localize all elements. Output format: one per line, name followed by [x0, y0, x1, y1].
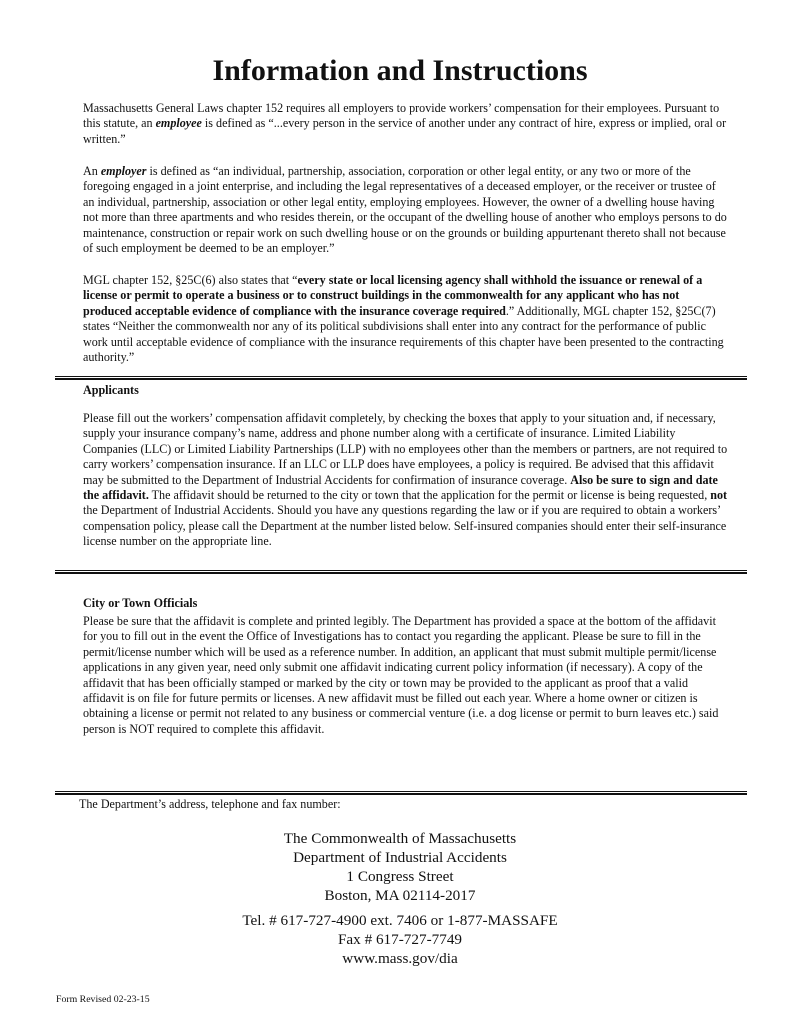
text: .” Additionally, MGL chapter 152, §25C(7) states “Neither the commonwealth nor any of its political subdivisions shall enter into any contract for the performance of public work until acceptable evidence of compliance with the insurance requirements of this chapter have been presented to the contracting authority.”	[83, 303, 724, 365]
section-divider	[55, 570, 747, 574]
text: The affidavit should be returned to the city or town that the application for the permit or license is being requested,	[148, 488, 711, 503]
text: An	[83, 164, 101, 178]
page-title: Information and Instructions	[212, 54, 588, 87]
section-divider	[55, 376, 747, 380]
fax-number: Fax # 617-727-7749	[337, 931, 463, 948]
city-officials-heading: City or Town Officials	[83, 596, 198, 610]
mgl-statute-paragraph	[83, 273, 728, 365]
emphasis-employee: employee	[155, 116, 202, 131]
applicants-paragraph	[83, 411, 728, 550]
emphasis-employer: employer	[100, 164, 147, 178]
city-state-zip: Boston, MA 02114-2017	[324, 887, 476, 904]
city-officials-paragraph: Please be sure that the affidavit is complete and printed legibly. The Department has provided a space at the bottom of the affidavit for you to fill out in the event the Office of Investigations has to contact you regarding the applicant. Please be sure to fill in the permit/license number which will be used as a reference number. In addition, an applicant that must submit multiple permit/license applications in any given year, need only submit one affidavit indicating current policy information (if necessary). A copy of the affidavit that has been officially stamped or marked by the city or town may be provided to the applicant as proof that a valid affidavit is on file for future permits or licenses. A new affidavit must be filled out each year. Where a home owner or citizen is obtaining a license or permit not related to any business or commercial venture (i.e. a dog license or permit to burn leaves etc.) said person is NOT required to complete this affidavit.	[83, 614, 719, 736]
street-address: 1 Congress Street	[346, 868, 454, 885]
applicants-heading: Applicants	[83, 383, 139, 397]
text: is defined as “...every person in the service of another under any contract of hire, express or implied, oral or written.”	[83, 116, 727, 146]
text: Massachusetts General Laws chapter 152 requires all employers to provide workers’ compensation for their employees. Pursuant to this statute, an	[83, 101, 720, 131]
bold-sign-date-text: Also be sure to sign and date the affidavit.	[83, 472, 718, 503]
bold-not-text: not	[710, 488, 728, 503]
department-address-block	[0, 829, 800, 968]
bold-statute-text: every state or local licensing agency shall withhold the issuance or renewal of a license or permit to operate a business or to construct buildings in the commonwealth for any applicant who has not produced acceptable evidence of compliance with the insurance coverage required	[83, 273, 703, 318]
department-contact-label: The Department’s address, telephone and fax number:	[79, 797, 341, 811]
text: Please fill out the workers’ compensation affidavit completely, by checking the boxes that apply to your situation and, if necessary, supply your insurance company’s name, address and phone number along with a certificate of insurance. Limited Liability Companies (LLC) or Limited Liability Partnerships (LLP) with no employees other than the members or partners, are not required to carry workers’ compensation insurance. If an LLC or LLP does have employees, a policy is required. Be advised that this affidavit may be submitted to the Department of Industrial Accidents for confirmation of insurance coverage.	[83, 411, 728, 487]
text: MGL chapter 152, §25C(6) also states that “	[83, 273, 298, 287]
employee-definition-paragraph	[83, 101, 728, 147]
employer-definition-paragraph	[83, 164, 728, 256]
form-revision-label: Form Revised 02-23-15	[56, 994, 150, 1005]
text: is defined as “an individual, partnership, association, corporation or other legal entity, or any two or more of the foregoing engaged in a joint enterprise, and including the legal representatives of a deceased employer, or the receiver or trustee of an individual, partnership, association or other legal entity, employing employees. However, the owner of a dwelling house having not more than three apartments and who resides therein, or the occupant of the dwelling house of another who employs persons to do maintenance, construction or repair work on such dwelling house or on the grounds or building appurtenant thereto shall not because of such employment be deemed to be an employer.”	[83, 164, 727, 256]
commonwealth-name: The Commonwealth of Massachusetts	[283, 830, 517, 847]
text: the Department of Industrial Accidents. Should you have any questions regarding the law or if you are required to obtain a workers’ compensation policy, please call the Department at the number listed below. Self-insured companies should enter their self-insurance license number on the appropriate line.	[83, 503, 727, 549]
telephone-number: Tel. # 617-727-4900 ext. 7406 or 1-877-MASSAFE	[242, 912, 558, 929]
website-url: www.mass.gov/dia	[342, 950, 458, 967]
section-divider	[55, 791, 747, 795]
department-name: Department of Industrial Accidents	[293, 849, 507, 866]
